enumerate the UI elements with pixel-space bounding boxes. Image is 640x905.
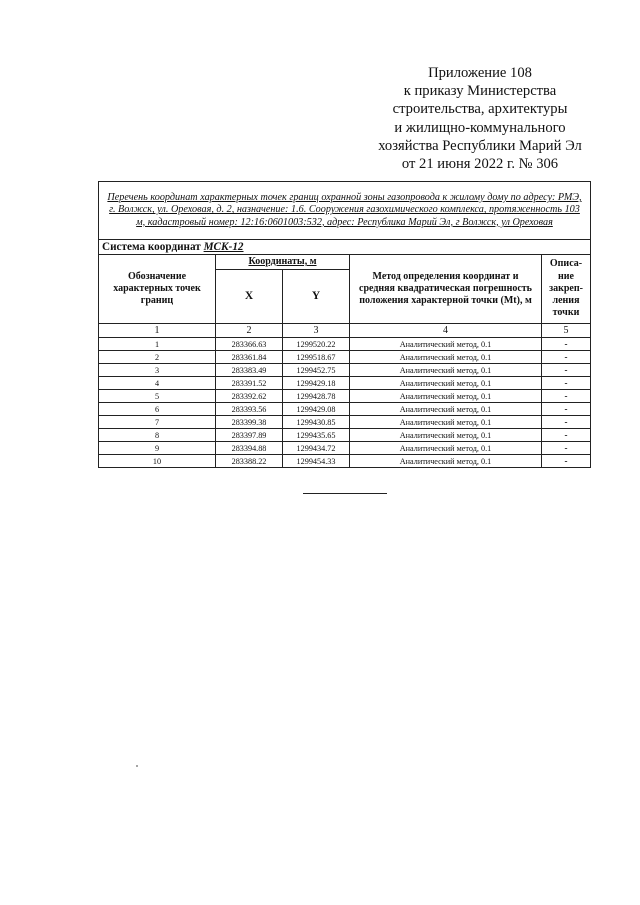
header-desc: Описа-ние закреп-ления точки: [542, 255, 591, 324]
cell-method: Аналитический метод, 0.1: [350, 442, 542, 455]
cell-x: 283397.89: [216, 429, 283, 442]
header-method: Метод определения координат и средняя квадратическая погрешность положения характерной точки (Mt), м: [350, 255, 542, 324]
header-coords: Координаты, м: [216, 255, 350, 270]
cell-method: Аналитический метод, 0.1: [350, 338, 542, 351]
cell-method: Аналитический метод, 0.1: [350, 351, 542, 364]
cell-y: 1299434.72: [283, 442, 350, 455]
cell-point: 8: [99, 429, 216, 442]
cell-x: 283393.56: [216, 403, 283, 416]
header-x: X: [216, 270, 283, 324]
cell-point: 3: [99, 364, 216, 377]
cell-method: Аналитический метод, 0.1: [350, 403, 542, 416]
table-row: [99, 455, 591, 468]
cell-method: Аналитический метод, 0.1: [350, 364, 542, 377]
cell-desc: -: [542, 429, 591, 442]
cell-x: 283388.22: [216, 455, 283, 468]
cell-method: Аналитический метод, 0.1: [350, 429, 542, 442]
cell-desc: -: [542, 390, 591, 403]
cell-point: 4: [99, 377, 216, 390]
table-row: [99, 442, 591, 455]
column-number: 2: [216, 324, 283, 338]
cell-desc: -: [542, 455, 591, 468]
cell-x: 283399.38: [216, 416, 283, 429]
column-numbers-row: [99, 324, 591, 338]
column-number: 4: [350, 324, 542, 338]
appendix-line: строительства, архитектуры: [392, 101, 568, 118]
cell-desc: -: [542, 351, 591, 364]
scan-dot: [136, 765, 138, 767]
cell-point: 6: [99, 403, 216, 416]
cell-y: 1299429.18: [283, 377, 350, 390]
coordinate-system-label: Система координат: [102, 241, 204, 253]
cell-x: 283361.84: [216, 351, 283, 364]
appendix-line: хозяйства Республики Марий Эл: [378, 137, 582, 154]
appendix-line: и жилищно-коммунального: [394, 119, 566, 136]
cell-y: 1299520.22: [283, 338, 350, 351]
table-row: [99, 377, 591, 390]
cell-point: 5: [99, 390, 216, 403]
column-number: 3: [283, 324, 350, 338]
cell-x: 283366.63: [216, 338, 283, 351]
cell-point: 1: [99, 338, 216, 351]
appendix-line: от 21 июня 2022 г. № 306: [401, 156, 559, 173]
end-separator-line: [303, 493, 387, 494]
cell-method: Аналитический метод, 0.1: [350, 416, 542, 429]
table-row: [99, 429, 591, 442]
column-number: 5: [542, 324, 591, 338]
cell-x: 283392.62: [216, 390, 283, 403]
cell-x: 283394.88: [216, 442, 283, 455]
cell-y: 1299454.33: [283, 455, 350, 468]
cell-x: 283383.49: [216, 364, 283, 377]
cell-y: 1299428.78: [283, 390, 350, 403]
cell-point: 2: [99, 351, 216, 364]
cell-y: 1299435.65: [283, 429, 350, 442]
cell-desc: -: [542, 338, 591, 351]
table-title: Перечень координат характерных точек границ охранной зоны газопровода к жилому дому по адресу: РМЭ, г. Волжск, ул. Ореховая, д. 2, назначение: 1.6. Сооружения газохимического комплекса, протяженность 103 м, кадастровый номер: 12:16:0601003:532, адрес: Республика Марий Эл, г Волжск, ул Ореховая: [99, 182, 591, 240]
cell-desc: -: [542, 377, 591, 390]
table-row: [99, 338, 591, 351]
column-number: 1: [99, 324, 216, 338]
header-y: Y: [283, 270, 350, 324]
table-row: [99, 390, 591, 403]
appendix-line: Приложение 108: [428, 65, 532, 81]
cell-point: 9: [99, 442, 216, 455]
cell-desc: -: [542, 442, 591, 455]
table-row: [99, 364, 591, 377]
table-row: [99, 416, 591, 429]
header-point: Обозначение характерных точек границ: [99, 255, 216, 324]
coordinate-system-name: МСК-12: [203, 241, 244, 253]
appendix-header: [355, 64, 605, 173]
cell-desc: -: [542, 403, 591, 416]
table-row: [99, 351, 591, 364]
cell-point: 7: [99, 416, 216, 429]
cell-method: Аналитический метод, 0.1: [350, 377, 542, 390]
cell-y: 1299518.67: [283, 351, 350, 364]
coordinate-system: [99, 240, 591, 255]
cell-y: 1299429.08: [283, 403, 350, 416]
coordinates-table: [98, 181, 591, 468]
cell-x: 283391.52: [216, 377, 283, 390]
cell-desc: -: [542, 416, 591, 429]
appendix-line: к приказу Министерства: [403, 83, 557, 100]
cell-y: 1299430.85: [283, 416, 350, 429]
cell-method: Аналитический метод, 0.1: [350, 390, 542, 403]
cell-desc: -: [542, 364, 591, 377]
table-row: [99, 403, 591, 416]
cell-point: 10: [99, 455, 216, 468]
cell-y: 1299452.75: [283, 364, 350, 377]
cell-method: Аналитический метод, 0.1: [350, 455, 542, 468]
